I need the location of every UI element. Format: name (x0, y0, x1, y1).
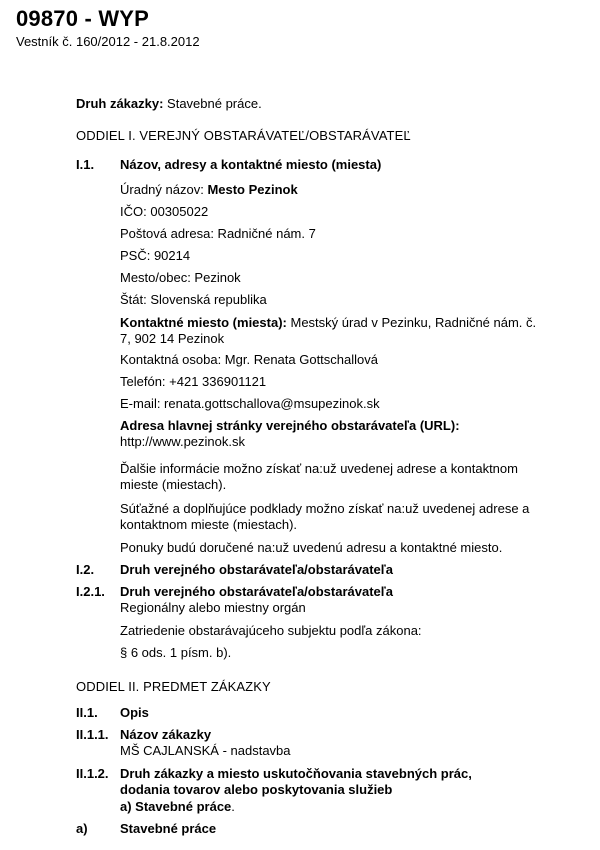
section-2-heading: ODDIEL II. PREDMET ZÁKAZKY (76, 679, 271, 694)
section-ii12-title-line1: Druh zákazky a miesto uskutočňovania stavebných prác, (120, 766, 472, 781)
ico-line: IČO: 00305022 (120, 204, 209, 219)
contact-point-block (120, 315, 540, 347)
section-ii12-subtype-label: a) Stavebné práce (120, 799, 232, 814)
section-i21-number: I.2.1. (76, 584, 105, 599)
contact-person-line: Kontaktná osoba: Mgr. Renata Gottschallová (120, 352, 378, 367)
section-ii12-number: II.1.2. (76, 766, 109, 781)
section-ii12-subtype (120, 799, 235, 815)
section-ii12-subtype-suffix: . (231, 799, 235, 814)
authority-type-value: Regionálny alebo miestny orgán (120, 600, 306, 615)
section-ii1-number: II.1. (76, 705, 98, 720)
phone-line: Telefón: +421 336901121 (120, 374, 267, 389)
document-number-title: 09870 - WYP (16, 6, 150, 31)
section-i2-number: I.2. (76, 562, 95, 577)
postal-code-line: PSČ: 90214 (120, 248, 191, 263)
section-a-number: a) (76, 821, 88, 836)
section-ii1-title: Opis (120, 705, 149, 720)
postal-address-line: Poštová adresa: Radničné nám. 7 (120, 226, 316, 241)
section-i2-title: Druh verejného obstarávateľa/obstarávateľa (120, 562, 394, 577)
city-line: Mesto/obec: Pezinok (120, 270, 241, 285)
contract-type-value: Stavebné práce. (163, 96, 262, 111)
section-1-heading: ODDIEL I. VEREJNÝ OBSTARÁVATEĽ/OBSTARÁVATEĽ (76, 128, 411, 143)
email-line: E-mail: renata.gottschallova@msupezinok.sk (120, 396, 380, 411)
contact-point-value: Mestský úrad v Pezinku, Radničné nám. č. 7, 902 14 Pezinok (120, 315, 537, 346)
section-a-title: Stavebné práce (120, 821, 217, 836)
section-i1-title: Názov, adresy a kontaktné miesto (miesta) (120, 157, 382, 172)
more-info-text: Ďalšie informácie možno získať na:už uvedenej adrese a kontaktnom mieste (miestach). (120, 461, 518, 492)
bulletin-reference: Vestník č. 160/2012 - 21.8.2012 (16, 34, 200, 49)
official-name-value: Mesto Pezinok (207, 182, 298, 197)
main-url-value: http://www.pezinok.sk (120, 434, 245, 449)
tender-documents-text: Súťažné a doplňujúce podklady možno získať na:už uvedenej adrese a kontaktnom mieste (miestach). (120, 501, 530, 532)
contract-name-value: MŠ CAJLANSKÁ - nadstavba (120, 743, 291, 758)
section-ii11-title: Názov zákazky (120, 727, 212, 742)
section-ii11-number: II.1.1. (76, 727, 109, 742)
official-name-label: Úradný názov: (120, 182, 208, 197)
section-i1-number: I.1. (76, 157, 95, 172)
main-url-label: Adresa hlavnej stránky verejného obstarávateľa (URL): (120, 418, 460, 433)
contract-type-line (76, 96, 262, 112)
section-i21-title: Druh verejného obstarávateľa/obstarávateľa (120, 584, 394, 599)
official-name-line (120, 182, 298, 198)
section-ii12-title-line2: dodania tovarov alebo poskytovania služieb (120, 782, 393, 797)
law-paragraph-text: § 6 ods. 1 písm. b). (120, 645, 232, 660)
classification-text: Zatriedenie obstarávajúceho subjektu podľa zákona: (120, 623, 422, 638)
offers-delivery-text: Ponuky budú doručené na:už uvedenú adresu a kontaktné miesto. (120, 540, 503, 555)
country-line: Štát: Slovenská republika (120, 292, 267, 307)
contact-point-label: Kontaktné miesto (miesta): (120, 315, 287, 330)
contract-type-label: Druh zákazky: (76, 96, 164, 111)
